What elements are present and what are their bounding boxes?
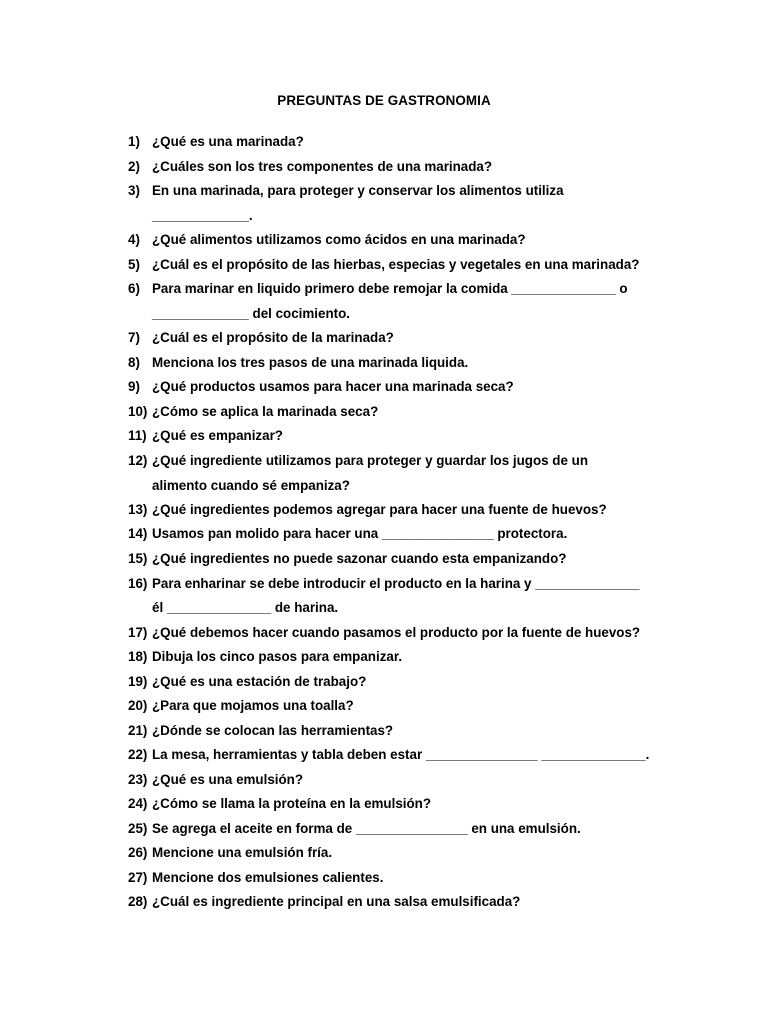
question-19	[128, 674, 366, 689]
question-text: ¿Cuáles son los tres componentes de una marinada?	[152, 159, 493, 174]
question-text: ¿Dónde se colocan las herramientas?	[152, 723, 394, 738]
question-number: 6)	[128, 281, 140, 296]
question-text: ¿Cómo se llama la proteína en la emulsión?	[152, 796, 432, 811]
question-number: 10)	[128, 404, 148, 419]
question-text: ¿Qué es una marinada?	[152, 134, 304, 149]
question-text: Para enharinar se debe introducir el producto en la harina y ______________	[152, 576, 640, 591]
question-text: Para marinar en liquido primero debe remojar la comida ______________ o	[152, 281, 628, 296]
question-number: 28)	[128, 894, 148, 909]
question-23	[128, 772, 303, 787]
question-number: 3)	[128, 183, 140, 198]
question-6	[128, 281, 628, 296]
question-3-continuation: _____________.	[152, 208, 253, 223]
question-22	[128, 747, 649, 762]
question-12	[128, 453, 588, 468]
question-number: 17)	[128, 625, 148, 640]
question-text: Mencione dos emulsiones calientes.	[152, 870, 384, 885]
question-27	[128, 870, 383, 885]
question-number: 26)	[128, 845, 148, 860]
question-number: 1)	[128, 134, 140, 149]
question-text: ¿Cómo se aplica la marinada seca?	[152, 404, 379, 419]
question-text: ¿Qué ingredientes podemos agregar para hacer una fuente de huevos?	[152, 502, 607, 517]
question-11	[128, 428, 283, 443]
question-14	[128, 526, 567, 541]
question-7	[128, 330, 394, 345]
question-number: 20)	[128, 698, 148, 713]
question-number: 22)	[128, 747, 148, 762]
question-10	[128, 404, 378, 419]
question-number: 23)	[128, 772, 148, 787]
question-text: ¿Qué debemos hacer cuando pasamos el producto por la fuente de huevos?	[152, 625, 641, 640]
question-text: ¿Qué ingrediente utilizamos para proteger y guardar los jugos de un	[152, 453, 589, 468]
question-number: 27)	[128, 870, 148, 885]
question-20	[128, 698, 354, 713]
question-21	[128, 723, 393, 738]
question-number: 9)	[128, 379, 140, 394]
question-number: 24)	[128, 796, 148, 811]
question-number: 8)	[128, 355, 140, 370]
question-12-continuation: alimento cuando sé empaniza?	[152, 478, 350, 493]
question-28	[128, 894, 520, 909]
question-number: 12)	[128, 453, 148, 468]
question-24	[128, 796, 431, 811]
question-text: ¿Cuál es ingrediente principal en una salsa emulsificada?	[152, 894, 521, 909]
question-text: ¿Qué es empanizar?	[152, 428, 283, 443]
question-26	[128, 845, 332, 860]
question-text: ¿Cuál es el propósito de las hierbas, especias y vegetales en una marinada?	[152, 257, 640, 272]
document-title: PREGUNTAS DE GASTRONOMIA	[277, 93, 491, 108]
question-text: Mencione una emulsión fría.	[152, 845, 333, 860]
question-text: ¿Qué productos usamos para hacer una marinada seca?	[152, 379, 514, 394]
question-number: 18)	[128, 649, 148, 664]
question-15	[128, 551, 566, 566]
question-text: Dibuja los cinco pasos para empanizar.	[152, 649, 403, 664]
question-number: 2)	[128, 159, 140, 174]
question-25	[128, 821, 581, 836]
question-2	[128, 159, 492, 174]
question-16-continuation: él ______________ de harina.	[152, 600, 339, 615]
question-number: 14)	[128, 526, 148, 541]
question-text: ¿Para que mojamos una toalla?	[152, 698, 354, 713]
question-5	[128, 257, 639, 272]
question-text: ¿Qué alimentos utilizamos como ácidos en una marinada?	[152, 232, 526, 247]
question-number: 5)	[128, 257, 140, 272]
question-9	[128, 379, 514, 394]
question-number: 11)	[128, 428, 147, 443]
question-text: Menciona los tres pasos de una marinada liquida.	[152, 355, 469, 370]
question-3	[128, 183, 564, 198]
question-number: 13)	[128, 502, 148, 517]
question-text: En una marinada, para proteger y conservar los alimentos utiliza	[152, 183, 564, 198]
question-number: 19)	[128, 674, 148, 689]
question-4	[128, 232, 526, 247]
question-16	[128, 576, 640, 591]
question-number: 7)	[128, 330, 140, 345]
question-text: ¿Qué ingredientes no puede sazonar cuando esta empanizando?	[152, 551, 567, 566]
question-text: Se agrega el aceite en forma de _______________ en una emulsión.	[152, 821, 581, 836]
question-17	[128, 625, 640, 640]
question-number: 4)	[128, 232, 140, 247]
question-text: ¿Qué es una estación de trabajo?	[152, 674, 367, 689]
question-13	[128, 502, 607, 517]
question-text: La mesa, herramientas y tabla deben estar _______________ ______________.	[152, 747, 650, 762]
question-8	[128, 355, 468, 370]
question-text: ¿Qué es una emulsión?	[152, 772, 304, 787]
question-text: Usamos pan molido para hacer una _______________ protectora.	[152, 526, 568, 541]
question-number: 21)	[128, 723, 148, 738]
question-text: ¿Cuál es el propósito de la marinada?	[152, 330, 394, 345]
question-number: 16)	[128, 576, 148, 591]
question-18	[128, 649, 402, 664]
question-number: 15)	[128, 551, 148, 566]
question-number: 25)	[128, 821, 148, 836]
question-6-continuation: _____________ del cocimiento.	[152, 306, 351, 321]
question-1	[128, 134, 304, 149]
